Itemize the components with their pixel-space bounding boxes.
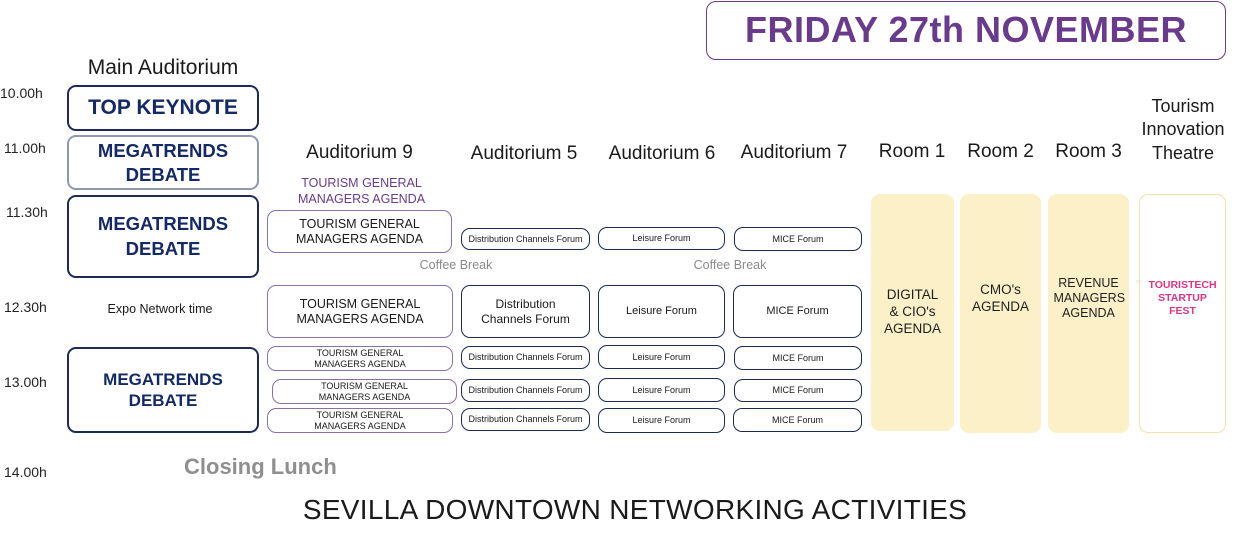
innovation-theatre-block — [1139, 194, 1226, 433]
session-label: Distribution Channels Forum — [468, 233, 583, 244]
session-box — [734, 227, 862, 251]
session-box — [267, 285, 453, 338]
top-keynote-label: TOP KEYNOTE — [88, 95, 238, 119]
session-label: Leisure Forum — [632, 233, 691, 244]
megatrends-debate-box — [67, 347, 259, 433]
session-box — [461, 228, 590, 250]
main-auditorium-title: Main Auditorium — [87, 56, 239, 79]
column-header-auditorium-6: Auditorium 6 — [608, 143, 716, 164]
room-1-label: DIGITAL & CIO's AGENDA — [883, 287, 941, 336]
room-3-block — [1048, 194, 1129, 433]
time-label: 14.00h — [4, 464, 47, 480]
session-box — [272, 379, 457, 404]
session-box — [461, 346, 590, 369]
session-box — [733, 285, 862, 338]
session-box — [598, 408, 725, 433]
session-label: Distribution Channels Forum — [468, 352, 583, 363]
expo-network-label: Expo Network time — [107, 302, 213, 316]
time-label: 11.30h — [6, 204, 48, 220]
megatrends-debate-box — [67, 135, 259, 190]
megatrends-debate-box — [67, 195, 259, 278]
column-header-auditorium-5: Auditorium 5 — [470, 143, 578, 164]
room-2-block — [960, 194, 1041, 433]
date-banner — [706, 1, 1226, 60]
time-label: 11.00h — [4, 140, 46, 156]
room-1-block — [871, 194, 954, 431]
session-label: TOURISM GENERAL MANAGERS AGENDA — [314, 348, 406, 369]
session-box — [734, 379, 862, 402]
session-box — [733, 408, 862, 432]
session-label: MICE Forum — [772, 352, 824, 363]
column-header-auditorium-9: Auditorium 9 — [306, 142, 413, 163]
column-header-room-1: Room 1 — [878, 141, 946, 162]
megatrends-debate-label: MEGATRENDS DEBATE — [97, 213, 229, 259]
session-box — [267, 408, 453, 433]
coffee-break-label: Coffee Break — [693, 258, 767, 272]
footer-title: SEVILLA DOWNTOWN NETWORKING ACTIVITIES — [302, 494, 968, 525]
session-box — [734, 346, 862, 370]
session-label: TOURISM GENERAL MANAGERS AGENDA — [318, 381, 411, 402]
session-box — [598, 285, 725, 338]
session-label: TOURISM GENERAL MANAGERS AGENDA — [295, 216, 424, 246]
session-label: Leisure Forum — [632, 415, 691, 426]
session-box — [267, 210, 452, 253]
session-label: MICE Forum — [766, 305, 829, 318]
room-2-label: CMO's AGENDA — [971, 281, 1029, 314]
session-box — [267, 346, 453, 371]
session-label: TOURISM GENERAL MANAGERS AGENDA — [296, 296, 424, 326]
session-label: MICE Forum — [771, 414, 823, 425]
session-label: MICE Forum — [772, 233, 824, 244]
session-label: Leisure Forum — [632, 384, 691, 395]
session-box — [598, 345, 725, 369]
time-label: 13.00h — [4, 374, 47, 390]
session-label: Distribution Channels Forum — [481, 297, 570, 326]
session-label: Distribution Channels Forum — [468, 414, 583, 425]
megatrends-debate-label: MEGATRENDS DEBATE — [97, 140, 229, 185]
room-3-label: REVENUE MANAGERS AGENDA — [1053, 276, 1126, 320]
session-label: Distribution Channels Forum — [468, 385, 583, 396]
date-title: FRIDAY 27th NOVEMBER — [744, 9, 1188, 51]
theatre-label: TOURISTECH STARTUP FEST — [1148, 278, 1217, 318]
column-header-room-3: Room 3 — [1055, 141, 1122, 162]
session-box — [461, 285, 590, 338]
column-header-auditorium-7: Auditorium 7 — [740, 142, 848, 163]
session-box — [461, 408, 590, 431]
time-label: 12.30h — [4, 299, 47, 315]
coffee-break-label: Coffee Break — [419, 258, 493, 272]
session-label: Leisure Forum — [632, 351, 691, 362]
session-label: TOURISM GENERAL MANAGERS AGENDA — [314, 410, 406, 431]
session-box — [598, 227, 725, 250]
session-box — [461, 379, 590, 402]
megatrends-debate-label: MEGATRENDS DEBATE — [103, 369, 223, 410]
top-keynote-box — [67, 85, 259, 131]
auditorium-9-purple-label: TOURISM GENERAL MANAGERS AGENDA — [297, 176, 426, 207]
session-label: MICE Forum — [772, 385, 824, 396]
column-header-innovation-theatre: Tourism Innovation Theatre — [1141, 96, 1225, 163]
session-label: Leisure Forum — [626, 305, 697, 318]
column-header-room-2: Room 2 — [967, 141, 1034, 162]
closing-lunch-label: Closing Lunch — [184, 454, 337, 479]
time-label: 10.00h — [0, 85, 43, 101]
session-box — [598, 378, 725, 402]
